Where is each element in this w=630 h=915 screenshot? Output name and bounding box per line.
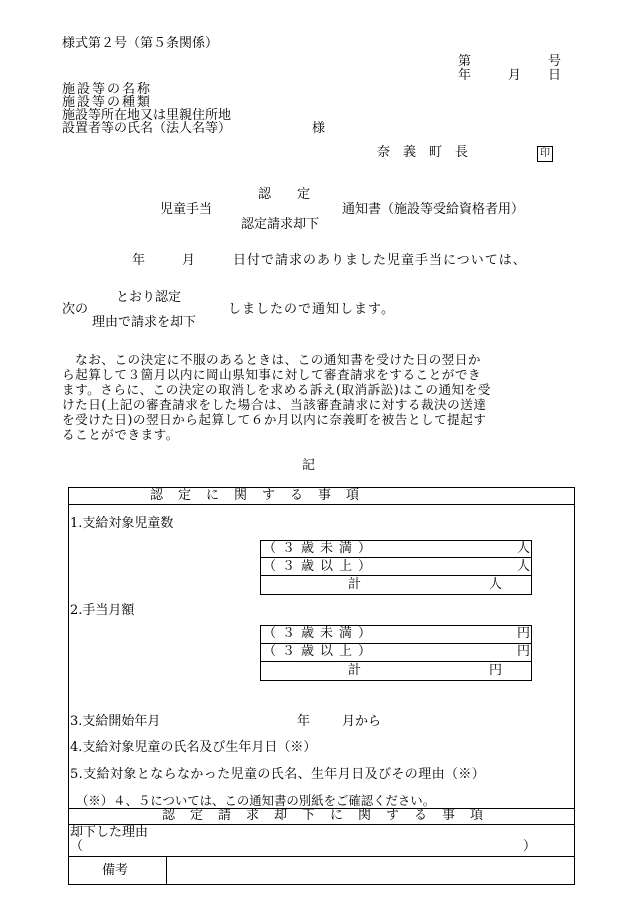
notice-line-4: けた日(上記の審査請求をした場合は、当該審査請求に対する裁決の送達 bbox=[62, 397, 487, 412]
form-number: 様式第２号（第５条関係） bbox=[62, 36, 219, 51]
facility-type-label: 施設等の種類 bbox=[62, 95, 153, 110]
children-under3-label: （３歳未満） bbox=[263, 541, 378, 556]
facility-address-label: 施設等所在地又は里親住所地 bbox=[62, 108, 232, 123]
children-row-divider-2 bbox=[260, 575, 532, 576]
notice-line-5: を受けた日)の翌日から起算して６か月以内に奈義町を被告として提起す bbox=[62, 412, 487, 427]
facility-name-label: 施設等の名称 bbox=[62, 82, 153, 97]
seal-mark: 印 bbox=[537, 146, 553, 162]
doc-number-suffix: 号 bbox=[548, 54, 562, 69]
doc-number-prefix: 第 bbox=[458, 54, 472, 69]
children-total-label: 計 bbox=[348, 577, 362, 592]
ki-label: 記 bbox=[302, 458, 316, 473]
item1-label: 1.支給対象児童数 bbox=[70, 516, 174, 531]
item3-label: 3.支給開始年月 bbox=[70, 714, 161, 729]
amount-row-divider-2 bbox=[260, 661, 532, 662]
issuer-name: 奈 義 町 長 bbox=[377, 145, 469, 160]
children-under3-unit: 人 bbox=[517, 541, 531, 556]
amount-total-unit: 円 bbox=[489, 663, 503, 678]
body-next: 次の bbox=[62, 302, 89, 317]
remarks-divider bbox=[68, 856, 575, 857]
footnote: （※）４、５については、この通知書の別紙をご確認ください。 bbox=[76, 793, 436, 808]
amount-over3-label: （３歳以上） bbox=[263, 644, 378, 659]
item3-month-from: 月から bbox=[342, 714, 382, 729]
title-option-reject: 認定請求却下 bbox=[241, 217, 320, 232]
rejection-heading: 認 定 請 求 却 下 に 関 す る 事 項 bbox=[162, 808, 485, 823]
date-year: 年 bbox=[458, 68, 472, 83]
body-closing: しましたので通知します。 bbox=[228, 302, 395, 317]
title-option-approve: 認 定 bbox=[258, 187, 311, 202]
children-over3-label: （３歳以上） bbox=[263, 559, 378, 574]
item3-year: 年 bbox=[297, 714, 311, 729]
amount-total-label: 計 bbox=[348, 663, 362, 678]
notice-line-2: ら起算して３箇月以内に岡山県知事に対して審査請求をすることができ bbox=[62, 367, 481, 382]
honorific: 様 bbox=[312, 121, 326, 136]
body-option-approve: とおり認定 bbox=[116, 290, 182, 305]
body-date-text: 日付で請求のありました児童手当については、 bbox=[233, 253, 527, 268]
children-total-unit: 人 bbox=[489, 577, 503, 592]
body-date-month: 月 bbox=[182, 253, 196, 268]
children-over3-unit: 人 bbox=[517, 559, 531, 574]
children-row-divider-1 bbox=[260, 557, 532, 558]
title-prefix: 児童手当 bbox=[160, 202, 213, 217]
notice-line-1: なお、この決定に不服のあるときは、この通知書を受けた日の翌日か bbox=[62, 352, 481, 367]
rejection-reason-label: 却下した理由 bbox=[70, 825, 149, 840]
reason-paren-open: （ bbox=[70, 839, 84, 854]
amount-under3-label: （３歳未満） bbox=[263, 626, 378, 641]
item5-label: 5.支給対象とならなかった児童の氏名、生年月日及びその理由（※） bbox=[70, 767, 486, 782]
body-option-reject: 理由で請求を却下 bbox=[92, 315, 197, 330]
item2-label: 2.手当月額 bbox=[70, 603, 135, 618]
heading-divider bbox=[68, 504, 575, 505]
title-suffix: 通知書（施設等受給資格者用） bbox=[342, 202, 525, 217]
date-day: 日 bbox=[548, 68, 562, 83]
remarks-label: 備考 bbox=[102, 863, 129, 878]
item4-label: 4.支給対象児童の氏名及び生年月日（※） bbox=[70, 740, 317, 755]
amount-over3-unit: 円 bbox=[517, 644, 531, 659]
operator-name-label: 設置者等の氏名（法人名等） bbox=[62, 121, 232, 136]
notice-line-3: ます。さらに、この決定の取消しを求める訴え(取消訴訟)はこの通知を受 bbox=[62, 382, 491, 397]
approval-heading: 認 定 に 関 す る 事 項 bbox=[150, 488, 361, 503]
remarks-column-divider bbox=[166, 856, 167, 885]
amount-under3-unit: 円 bbox=[517, 626, 531, 641]
reason-paren-close: ） bbox=[523, 839, 537, 854]
body-date-year: 年 bbox=[132, 253, 146, 268]
date-month: 月 bbox=[508, 68, 522, 83]
notice-line-6: ることができます。 bbox=[62, 427, 179, 442]
